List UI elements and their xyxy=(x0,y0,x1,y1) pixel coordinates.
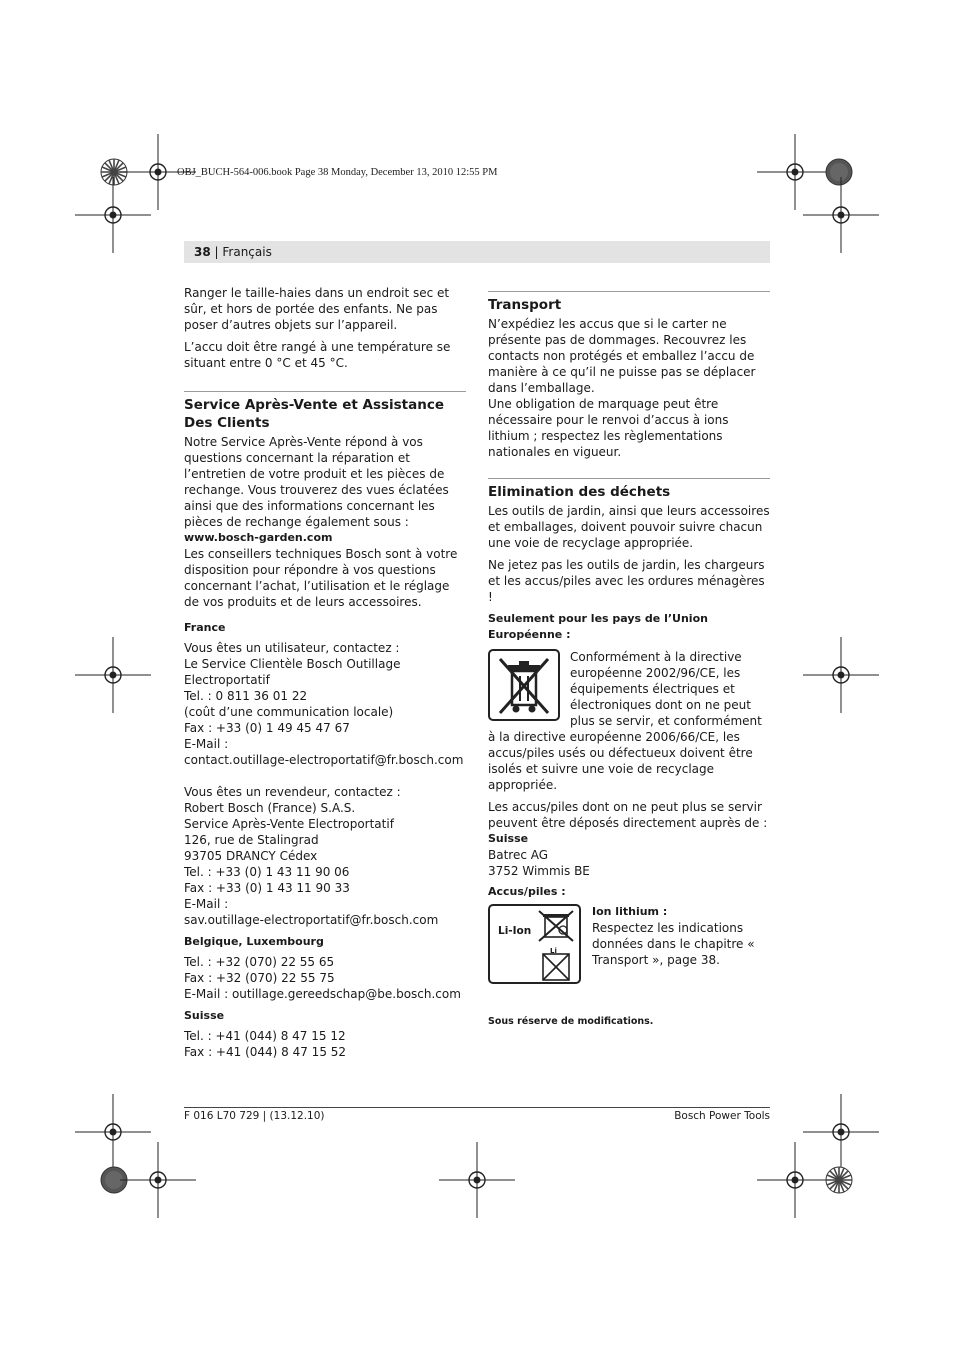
suisse-heading-right: Suisse xyxy=(488,832,529,845)
crossed-bin-icon xyxy=(488,649,560,721)
service-heading: Service Après-Vente et Assistance Des Clients xyxy=(184,391,466,432)
suisse-heading: Suisse xyxy=(184,1009,225,1022)
france-dealer-line-7: E-Mail : xyxy=(184,897,229,911)
dark-mark-top-right xyxy=(826,159,852,185)
belgium-line-0: Tel. : +32 (070) 22 55 65 xyxy=(184,955,335,969)
belgium-line-2: E-Mail : outillage.gereedschap@be.bosch.com xyxy=(184,987,461,1001)
right-column xyxy=(488,291,770,1030)
france-user-line-6: contact.outillage-electroportatif@fr.bosch.com xyxy=(184,753,464,767)
li-ion-recycling-icon xyxy=(488,904,581,984)
liion-heading: Ion lithium : xyxy=(592,905,668,918)
disposal-paragraph-2: Ne jetez pas les outils de jardin, les chargeurs et les accus/piles avec les ordures ménagères ! xyxy=(488,558,765,604)
li-mark: Li xyxy=(550,947,557,955)
crosshair-mark-bottom-left-b xyxy=(120,1142,196,1218)
france-dealer-line-3: 126, rue de Stalingrad xyxy=(184,833,319,847)
france-dealer-line-4: 93705 DRANCY Cédex xyxy=(184,849,318,863)
batrec-line-1: 3752 Wimmis BE xyxy=(488,864,590,878)
disposal-heading: Elimination des déchets xyxy=(488,478,770,501)
batteries-heading: Accus/piles : xyxy=(488,885,566,898)
reserve-notice: Sous réserve de modifications. xyxy=(488,1016,654,1027)
sunburst-mark-bottom-right xyxy=(826,1167,852,1193)
france-heading: France xyxy=(184,621,226,634)
website-link[interactable]: www.bosch-garden.com xyxy=(184,531,333,544)
collection-paragraph: Les accus/piles dont on ne peut plus se servir peuvent être déposés directement auprès de : xyxy=(488,800,768,830)
job-header: OBJ_BUCH-564-006.book Page 38 Monday, December 13, 2010 12:55 PM xyxy=(177,167,498,178)
header-language: Français xyxy=(222,245,272,259)
france-dealer-line-2: Service Après-Vente Electroportatif xyxy=(184,817,394,831)
crosshair-mark-bottom-left-a xyxy=(75,1094,151,1170)
france-user-line-1: Le Service Clientèle Bosch Outillage Electroportatif xyxy=(184,657,401,687)
france-user-line-3: (coût d’une communication locale) xyxy=(184,705,394,719)
belgium-heading: Belgique, Luxembourg xyxy=(184,935,324,948)
footer-document-code: F 016 L70 729 | (13.12.10) xyxy=(184,1110,325,1122)
transport-heading: Transport xyxy=(488,291,770,314)
france-user-line-0: Vous êtes un utilisateur, contactez : xyxy=(184,641,400,655)
crosshair-mark-bottom-center xyxy=(439,1142,515,1218)
france-user-line-2: Tel. : 0 811 36 01 22 xyxy=(184,689,308,703)
suisse-line-1: Fax : +41 (044) 8 47 15 52 xyxy=(184,1045,347,1059)
liion-text: Respectez les indications données dans le chapitre « Transport », page 38. xyxy=(592,921,755,967)
eu-heading: Seulement pour les pays de l’Union Européenne : xyxy=(488,612,708,641)
france-dealer-line-6: Fax : +33 (0) 1 43 11 90 33 xyxy=(184,881,350,895)
crosshair-mark-top-left-b xyxy=(75,177,151,253)
eu-text: Conformément à la directive européenne 2002/96/CE, les équipements électriques et électroniques dont on ne peut plus se servir, et conformément à la directive européenne 2006/66/CE, les accus/piles usés ou défectueux doivent être isolés et suivre une voie de recyclage appropriée. xyxy=(488,650,762,792)
crosshair-mark-mid-right xyxy=(803,637,879,713)
service-paragraph-1: Notre Service Après-Vente répond à vos questions concernant la réparation et l’entretien de votre produit et les pièces de rechange. Vous trouverez des vues éclatées ainsi que des informations concernant les pièces de rechange également sous : xyxy=(184,435,449,529)
france-dealer-line-0: Vous êtes un revendeur, contactez : xyxy=(184,785,401,799)
france-dealer-line-5: Tel. : +33 (0) 1 43 11 90 06 xyxy=(184,865,350,879)
crosshair-mark-top-right-b xyxy=(803,177,879,253)
footer-rule xyxy=(184,1107,770,1108)
france-dealer-line-1: Robert Bosch (France) S.A.S. xyxy=(184,801,356,815)
crosshair-mark-bottom-right-a xyxy=(803,1094,879,1170)
eu-block xyxy=(488,649,770,793)
li-ion-label: Li-Ion xyxy=(498,925,532,937)
liion-block xyxy=(488,904,770,968)
left-column xyxy=(184,285,466,1060)
france-user-line-4: Fax : +33 (0) 1 49 45 47 67 xyxy=(184,721,350,735)
crosshair-mark-top-right-a xyxy=(757,134,833,210)
transport-paragraph-2: Une obligation de marquage peut être nécessaire pour le renvoi d’accus à ions lithium ; respectez les règlementations nationales en vigueur. xyxy=(488,397,729,459)
france-dealer-line-8: sav.outillage-electroportatif@fr.bosch.com xyxy=(184,913,439,927)
footer-brand: Bosch Power Tools xyxy=(674,1110,770,1122)
belgium-line-1: Fax : +32 (070) 22 55 75 xyxy=(184,971,335,985)
disposal-paragraph-1: Les outils de jardin, ainsi que leurs accessoires et emballages, doivent pouvoir suivre chacun une voie de recyclage appropriée. xyxy=(488,504,770,550)
crosshair-mark-mid-left xyxy=(75,637,151,713)
page-header xyxy=(184,241,770,263)
storage-paragraph-1: Ranger le taille-haies dans un endroit sec et sûr, et hors de portée des enfants. Ne pas poser d’autres objets sur l’appareil. xyxy=(184,286,450,332)
crosshair-mark-bottom-right-b xyxy=(757,1142,833,1218)
service-paragraph-2: Les conseillers techniques Bosch sont à votre disposition pour répondre à vos questions concernant l’achat, l’utilisation et le réglage de vos produits et de leurs accessoires. xyxy=(184,547,458,609)
transport-paragraph-1: N’expédiez les accus que si le carter ne présente pas de dommages. Recouvrez les contacts non protégés et emballez l’accu de manière à ce qu’il ne puisse pas se déplacer dans l’emballage. xyxy=(488,317,756,395)
page-number: 38 xyxy=(194,245,211,259)
france-user-line-5: E-Mail : xyxy=(184,737,229,751)
batrec-line-0: Batrec AG xyxy=(488,848,549,862)
storage-paragraph-2: L’accu doit être rangé à une température se situant entre 0 °C et 45 °C. xyxy=(184,340,451,370)
suisse-line-0: Tel. : +41 (044) 8 47 15 12 xyxy=(184,1029,346,1043)
header-separator: | xyxy=(210,245,223,259)
